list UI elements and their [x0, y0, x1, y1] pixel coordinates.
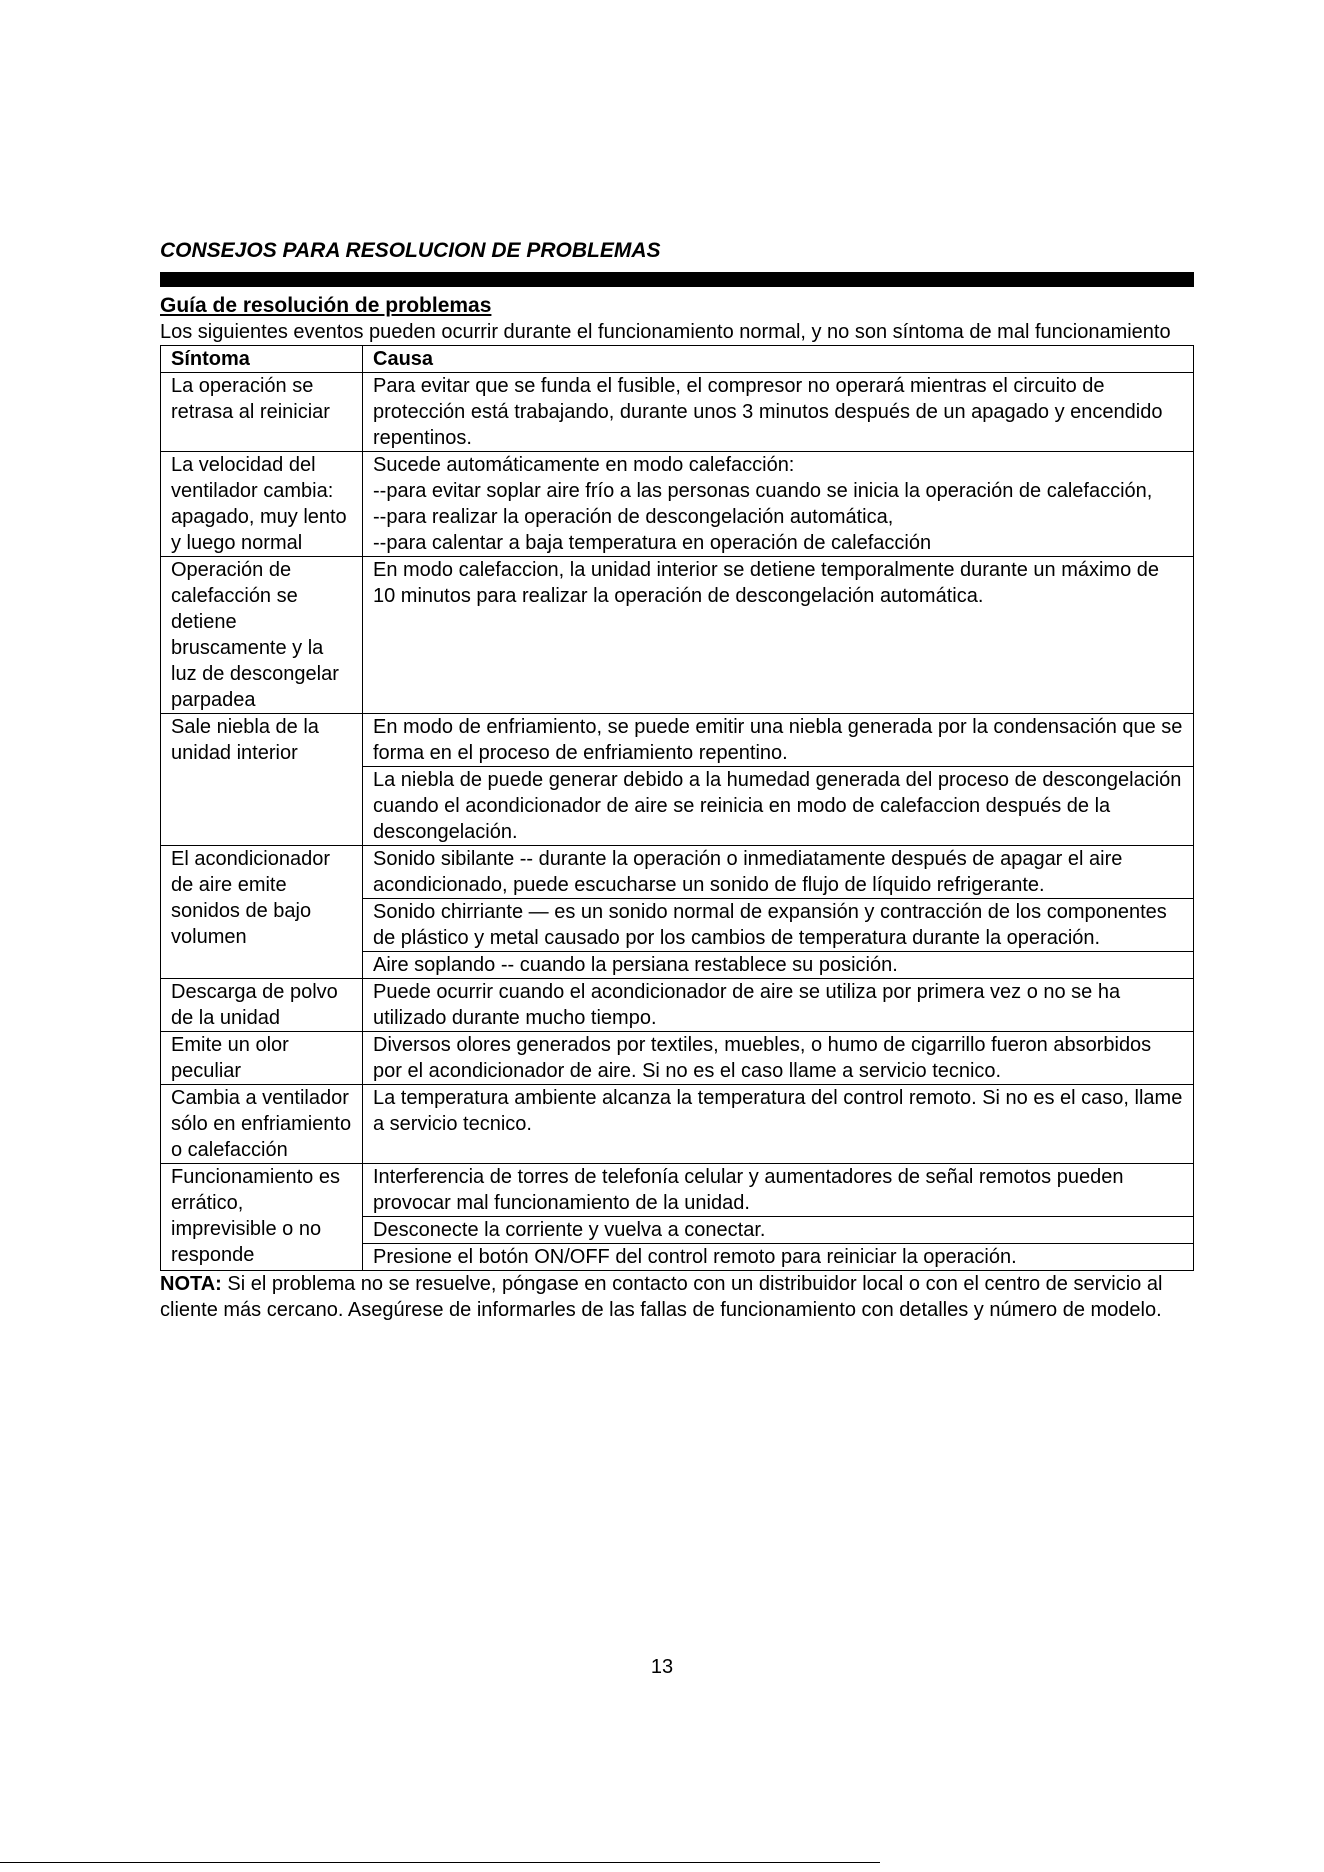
symptom-cell: Operación de calefacción se detiene bruscamente y la luz de descongelar parpadea — [161, 557, 363, 714]
cause-cell: Diversos olores generados por textiles, muebles, o humo de cigarrillo fueron absorbidos por el acondicionador de aire. Si no es el caso llame a servicio tecnico. — [363, 1032, 1194, 1085]
table-row — [161, 557, 1194, 714]
cause-cell: Sucede automáticamente en modo calefacción: --para evitar soplar aire frío a las personas cuando se inicia la operación de calefacción, --para realizar la operación de descongelación automática, --para calentar a baja temperatura en operación de calefacción — [363, 452, 1194, 557]
troubleshooting-page — [160, 237, 1194, 1323]
cause-cell: Aire soplando -- cuando la persiana restablece su posición. — [363, 952, 1194, 979]
sub-title: Guía de resolución de problemas — [160, 294, 492, 317]
table-row — [161, 1164, 1194, 1217]
table-row — [161, 714, 1194, 767]
cause-cell: Presione el botón ON/OFF del control remoto para reiniciar la operación. — [363, 1244, 1194, 1271]
table-row — [161, 373, 1194, 452]
table-body — [161, 373, 1194, 1271]
cause-cell: La temperatura ambiente alcanza la temperatura del control remoto. Si no es el caso, llame a servicio tecnico. — [363, 1085, 1194, 1164]
cause-cell: Desconecte la corriente y vuelva a conectar. — [363, 1217, 1194, 1244]
cause-cell: La niebla de puede generar debido a la humedad generada del proceso de descongelación cuando el acondicionador de aire se reinicia en modo de calefaccion después de la descongelación. — [363, 767, 1194, 846]
cause-cell: En modo de enfriamiento, se puede emitir una niebla generada por la condensación que se forma en el proceso de enfriamiento repentino. — [363, 714, 1194, 767]
table-header-row — [161, 346, 1194, 373]
table-row — [161, 1032, 1194, 1085]
header-symptom: Síntoma — [161, 346, 363, 373]
cause-cell: Puede ocurrir cuando el acondicionador de aire se utiliza por primera vez o no se ha utilizado durante mucho tiempo. — [363, 979, 1194, 1032]
symptom-cell: La velocidad del ventilador cambia: apagado, muy lento y luego normal — [161, 452, 363, 557]
section-divider — [160, 272, 1194, 287]
symptom-cell: Descarga de polvo de la unidad — [161, 979, 363, 1032]
table-row — [161, 452, 1194, 557]
symptom-cell: Emite un olor peculiar — [161, 1032, 363, 1085]
note-paragraph — [160, 1271, 1194, 1323]
section-title: CONSEJOS PARA RESOLUCION DE PROBLEMAS — [160, 239, 661, 262]
cause-cell: Sonido sibilante -- durante la operación o inmediatamente después de apagar el aire acondicionado, puede escucharse un sonido de flujo de líquido refrigerante. — [363, 846, 1194, 899]
cause-cell: Interferencia de torres de telefonía celular y aumentadores de señal remotos pueden provocar mal funcionamiento de la unidad. — [363, 1164, 1194, 1217]
header-cause: Causa — [363, 346, 1194, 373]
symptom-cell: Cambia a ventilador sólo en enfriamiento o calefacción — [161, 1085, 363, 1164]
cause-cell: Para evitar que se funda el fusible, el compresor no operará mientras el circuito de protección está trabajando, durante unos 3 minutos después de un apagado y encendido repentinos. — [363, 373, 1194, 452]
cause-cell: Sonido chirriante — es un sonido normal de expansión y contracción de los componentes de plástico y metal causado por los cambios de temperatura durante la operación. — [363, 899, 1194, 952]
note-label: NOTA: — [160, 1273, 222, 1295]
symptom-cell: El acondicionador de aire emite sonidos de bajo volumen — [161, 846, 363, 979]
bottom-rule — [0, 1862, 880, 1863]
symptom-cell: Sale niebla de la unidad interior — [161, 714, 363, 846]
troubleshooting-table — [160, 345, 1194, 1271]
table-row — [161, 846, 1194, 899]
page-number: 13 — [650, 1656, 674, 1678]
intro-text: Los siguientes eventos pueden ocurrir durante el funcionamiento normal, y no son síntoma de mal funcionamiento — [160, 321, 1171, 343]
symptom-cell: La operación se retrasa al reiniciar — [161, 373, 363, 452]
table-row — [161, 1085, 1194, 1164]
note-text: Si el problema no se resuelve, póngase en contacto con un distribuidor local o con el centro de servicio al cliente más cercano. Asegúrese de informarles de las fallas de funcionamiento con detalles y número de modelo. — [160, 1273, 1163, 1321]
cause-cell: En modo calefaccion, la unidad interior se detiene temporalmente durante un máximo de 10 minutos para realizar la operación de descongelación automática. — [363, 557, 1194, 714]
symptom-cell: Funcionamiento es errático, imprevisible o no responde — [161, 1164, 363, 1271]
table-row — [161, 979, 1194, 1032]
